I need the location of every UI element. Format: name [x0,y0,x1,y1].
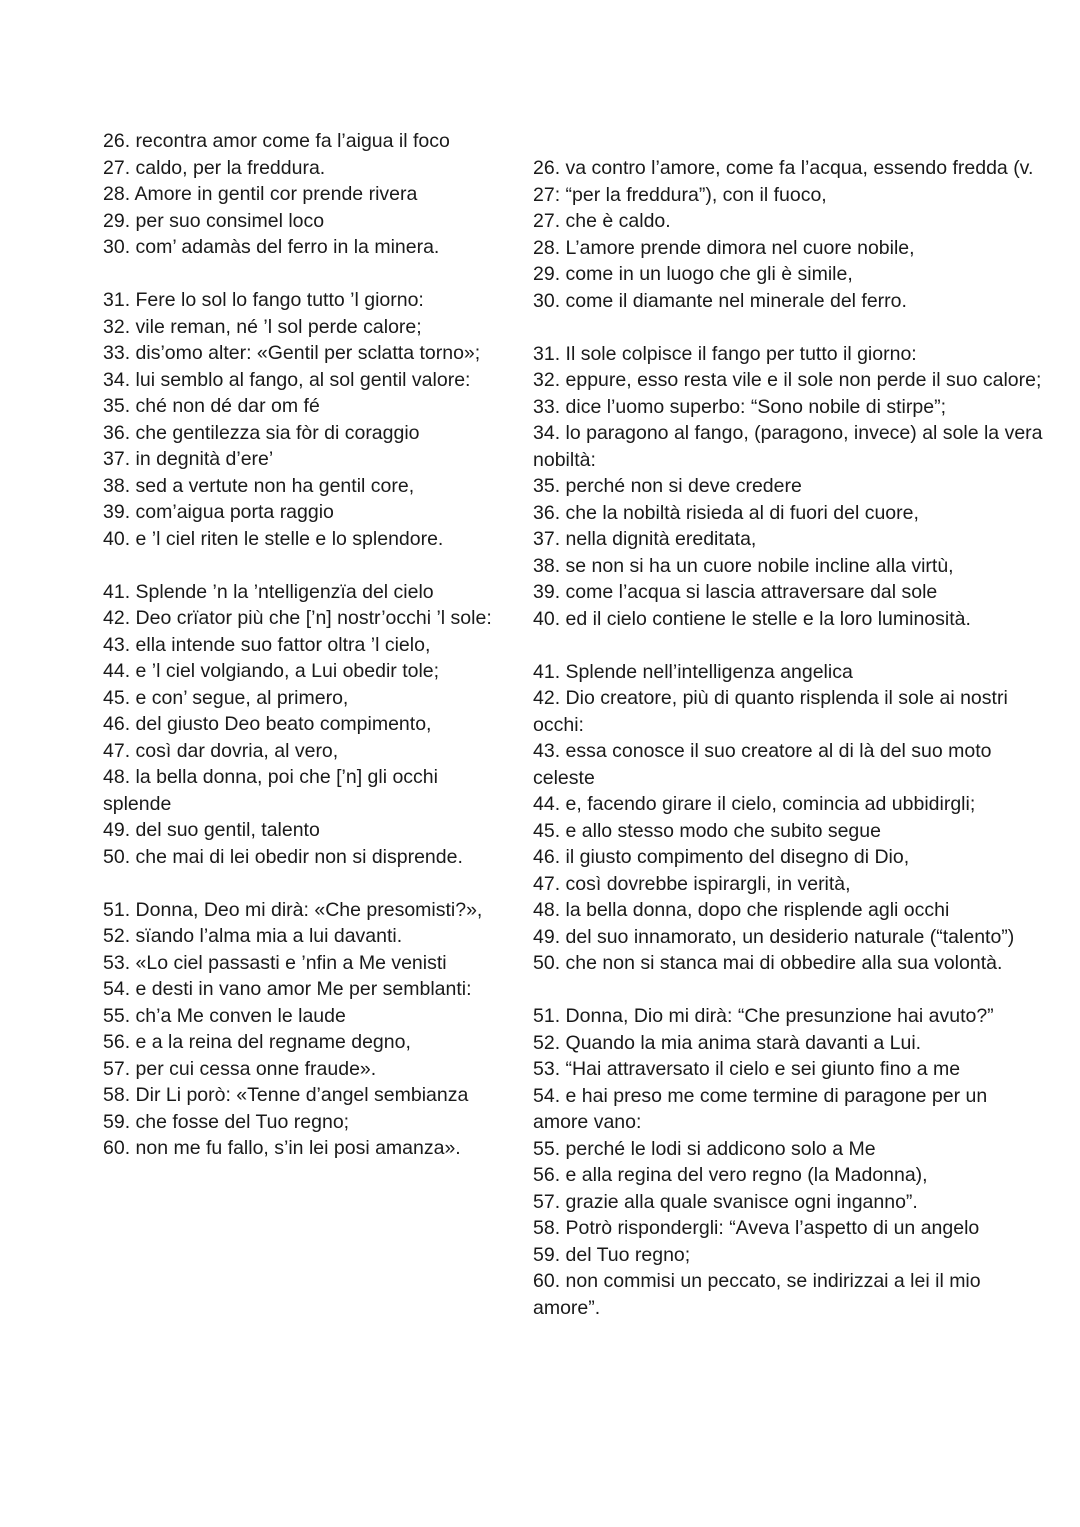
translation-verse-line: 44. e, facendo girare il cielo, comincia ad ubbidirgli; [533,793,976,815]
translation-verse-line: 54. e hai preso me come termine di paragone per un amore vano: [533,1084,988,1133]
original-verse-line: 53. «Lo ciel passasti e ’nfin a Me venisti [103,951,447,974]
original-verse-line: 50. che mai di lei obedir non si disprende. [103,845,463,868]
original-stanza [103,897,493,1162]
original-verse-line: 54. e desti in vano amor Me per semblanti: [103,978,472,1000]
original-verse-line: 57. per cui cessa onne fraude». [103,1057,377,1080]
translation-stanza [533,341,1043,633]
translation-verse-line: 57. grazie alla quale svanisce ogni inganno”. [533,1190,918,1213]
original-verse-line: 36. che gentilezza sia fòr di coraggio [103,421,420,444]
translation-column [533,155,1043,1348]
translation-verse-line: 42. Dio creatore, più di quanto risplenda il sole ai nostri occhi: [533,687,1008,736]
original-verse-line: 34. lui semblo al fango, al sol gentil valore: [103,368,471,391]
original-verse-line: 41. Splende ’n la ’ntelligenzïa del cielo [103,580,434,603]
original-verse-line: 40. e ’l ciel riten le stelle e lo splendore. [103,527,444,550]
original-verse-line: 29. per suo consimel loco [103,209,325,232]
original-verse-line: 27. caldo, per la freddura. [103,156,326,179]
original-verse-line: 30. com’ adamàs del ferro in la minera. [103,236,440,258]
original-verse-line: 32. vile reman, né ’l sol perde calore; [103,315,422,338]
translation-verse-line: 41. Splende nell’intelligenza angelica [533,660,853,683]
original-verse-line: 60. non me fu fallo, s’in lei posi amanza». [103,1137,461,1159]
translation-verse-line: 34. lo paragono al fango, (paragono, invece) al sole la vera nobiltà: [533,422,1043,471]
translation-stanza [533,1003,1043,1321]
original-verse-line: 52. sïando l’alma mia a lui davanti. [103,925,403,947]
translation-verse-line: 48. la bella donna, dopo che risplende agli occhi [533,899,950,921]
translation-verse-line: 26. va contro l’amore, come fa l’acqua, essendo fredda (v. 27: “per la freddura”), con il fuoco, [533,157,1034,206]
translation-verse-line: 45. e allo stesso modo che subito segue [533,819,881,842]
translation-verse-line: 32. eppure, esso resta vile e il sole non perde il suo calore; [533,369,1042,391]
translation-verse-line: 49. del suo innamorato, un desiderio naturale (“talento”) [533,925,1015,948]
translation-verse-line: 47. così dovrebbe ispirargli, in verità, [533,872,851,895]
original-verse-line: 46. del giusto Deo beato compimento, [103,713,432,735]
translation-stanza [533,659,1043,977]
original-verse-line: 39. com’aigua porta raggio [103,501,334,523]
translation-verse-line: 56. e alla regina del vero regno (la Madonna), [533,1164,928,1186]
original-text-column [103,128,493,1188]
translation-verse-line: 40. ed il cielo contiene le stelle e la loro luminosità. [533,607,971,630]
translation-verse-line: 38. se non si ha un cuore nobile incline alla virtù, [533,554,954,577]
original-verse-line: 45. e con’ segue, al primero, [103,686,349,709]
original-verse-line: 28. Amore in gentil cor prende rivera [103,183,418,205]
translation-verse-line: 58. Potrò rispondergli: “Aveva l’aspetto di un angelo [533,1217,980,1239]
original-verse-line: 49. del suo gentil, talento [103,819,320,841]
translation-verse-line: 28. L’amore prende dimora nel cuore nobile, [533,236,915,259]
original-stanza [103,128,493,261]
translation-verse-line: 39. come l’acqua si lascia attraversare dal sole [533,581,938,603]
original-verse-line: 26. recontra amor come fa l’aigua il foco [103,130,450,152]
translation-verse-line: 52. Quando la mia anima starà davanti a Lui. [533,1031,922,1054]
original-verse-line: 31. Fere lo sol lo fango tutto ’l giorno: [103,289,424,311]
original-verse-line: 37. in degnità d’ere’ [103,448,274,470]
original-verse-line: 43. ella intende suo fattor oltra ’l cielo, [103,633,431,656]
translation-verse-line: 33. dice l’uomo superbo: “Sono nobile di stirpe”; [533,395,946,418]
translation-verse-line: 30. come il diamante nel minerale del ferro. [533,289,907,312]
original-verse-line: 42. Deo crïator più che [’n] nostr’occhi ’l sole: [103,607,492,629]
translation-verse-line: 50. che non si stanca mai di obbedire alla sua volontà. [533,952,1003,974]
translation-verse-line: 35. perché non si deve credere [533,475,802,497]
original-verse-line: 35. ché non dé dar om fé [103,395,320,417]
original-verse-line: 58. Dir Li porò: «Tenne d’angel sembianza [103,1084,469,1106]
original-verse-line: 51. Donna, Deo mi dirà: «Che presomisti?», [103,898,483,921]
translation-verse-line: 27. che è caldo. [533,210,671,232]
translation-verse-line: 46. il giusto compimento del disegno di Dio, [533,846,910,868]
original-stanza [103,287,493,552]
original-stanza [103,579,493,871]
original-verse-line: 38. sed a vertute non ha gentil core, [103,474,415,497]
original-verse-line: 59. che fosse del Tuo regno; [103,1110,350,1133]
translation-stanza [533,155,1043,314]
original-verse-line: 33. dis’omo alter: «Gentil per sclatta torno»; [103,342,481,364]
translation-verse-line: 31. Il sole colpisce il fango per tutto il giorno: [533,342,917,365]
translation-verse-line: 60. non commisi un peccato, se indirizzai a lei il mio amore”. [533,1270,981,1319]
translation-verse-line: 59. del Tuo regno; [533,1243,691,1266]
translation-verse-line: 37. nella dignità ereditata, [533,528,757,550]
original-verse-line: 48. la bella donna, poi che [’n] gli occhi splende [103,766,438,815]
translation-verse-line: 29. come in un luogo che gli è simile, [533,263,853,285]
original-verse-line: 44. e ’l ciel volgiando, a Lui obedir tole; [103,660,440,682]
translation-verse-line: 43. essa conosce il suo creatore al di là del suo moto celeste [533,740,992,789]
original-verse-line: 47. così dar dovria, al vero, [103,739,339,762]
original-verse-line: 56. e a la reina del regname degno, [103,1031,411,1053]
original-verse-line: 55. ch’a Me conven le laude [103,1004,346,1027]
translation-verse-line: 53. “Hai attraversato il cielo e sei giunto fino a me [533,1058,961,1080]
translation-verse-line: 51. Donna, Dio mi dirà: “Che presunzione hai avuto?” [533,1005,994,1027]
translation-verse-line: 36. che la nobiltà risieda al di fuori del cuore, [533,501,919,524]
translation-verse-line: 55. perché le lodi si addicono solo a Me [533,1137,876,1160]
